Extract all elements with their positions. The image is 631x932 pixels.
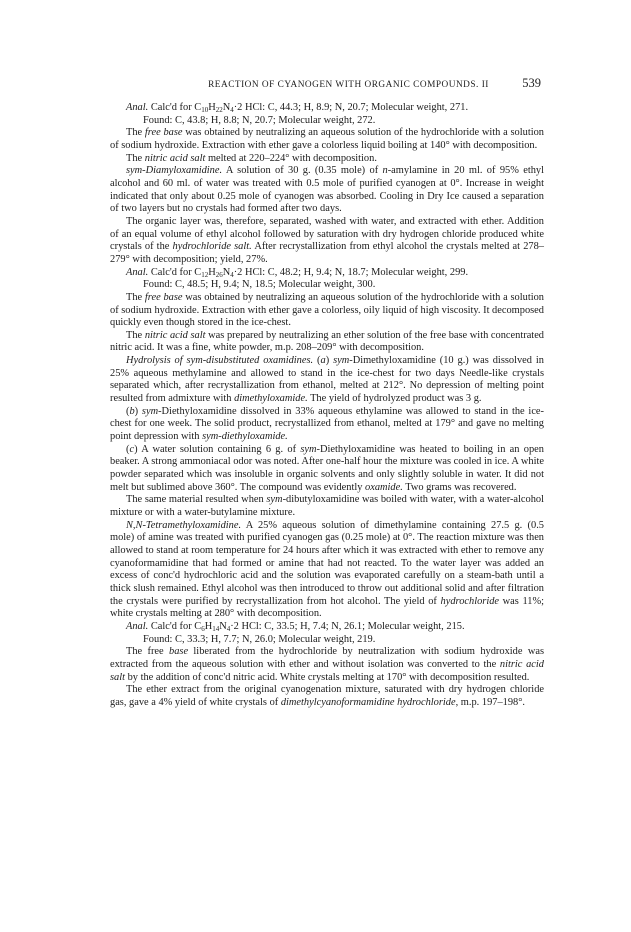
running-title: REACTION OF CYANOGEN WITH ORGANIC COMPOUNDS. II bbox=[208, 80, 489, 90]
paragraph: The free base was obtained by neutralizing an aqueous solution of the hydrochloride with a solution of sodium hydroxide. Extraction with ether gave a colorless, oily liquid of high viscosity. It decomposed quickly even though stored in the ice-chest. bbox=[110, 291, 544, 329]
article-body bbox=[110, 102, 544, 710]
paragraph: The free base liberated from the hydrochloride by neutralization with sodium hydroxide was extracted from the aqueous solution with ether and without isolation was converted to the nitric acid salt by the addition of conc'd nitric acid. White crystals melting at 170° with decomposition resulted. bbox=[110, 646, 545, 683]
paragraph: The organic layer was, therefore, separated, washed with water, and extracted with ether. Addition of an equal volume of ethyl alcohol followed by saturation with dry hydrogen chloride produced white crystals of the hydrochloride salt. After recrystallization from ethyl alcohol the crystals melted at 278–279° with decomposition; yield, 27%. bbox=[110, 215, 544, 265]
paragraph: The nitric acid salt was prepared by neutralizing an ether solution of the free base with concentrated nitric acid. It was a fine, white powder, m.p. 208–209° with decomposition. bbox=[110, 329, 545, 354]
paragraph: The nitric acid salt melted at 220–224° with decomposition. bbox=[126, 152, 377, 164]
page-number: 539 bbox=[522, 76, 541, 90]
analysis-found: Found: C, 48.5; H, 9.4; N, 18.5; Molecular weight, 300. bbox=[143, 279, 376, 291]
analysis-calculated: Anal. Calc'd for $C_{10}H_{22}N_4\cdot 2$ HCl: C, 44.3; H, 8.9; N, 20.7; Molecular weight, 271. bbox=[126, 102, 469, 114]
analysis-calculated: Anal. Calc'd for $C_6H_{14}N_4\cdot 2$ HCl: C, 33.5; H, 7.4; N, 26.1; Molecular weight, 215. bbox=[126, 620, 465, 633]
analysis-found: Found: C, 33.3; H, 7.7; N, 26.0; Molecular weight, 219. bbox=[143, 633, 376, 645]
running-head bbox=[118, 76, 541, 91]
paragraph: (c) A water solution containing 6 g. of sym-Diethyloxamidine was heated to boiling in an open beaker. A strong ammoniacal odor was noted. After one-half hour the mixture was cooled in ice. A white powder separated which was insoluble in organic solvents and only slightly soluble in water. It did not melt but sublimed above 360°. The compound was evidently oxamide. Two grams was recovered. bbox=[110, 443, 544, 493]
paragraph: The free base was obtained by neutralizing an aqueous solution of the hydrochloride with a solution of sodium hydroxide. Extraction with ether gave a colorless liquid boiling at 140° with decomposition. bbox=[110, 127, 544, 151]
paragraph: Hydrolysis of sym-disubstituted oxamidines. (a) sym-Dimethyloxamidine (10 g.) was dissolved in 25% aqueous methylamine and allowed to stand in the ice-chest for two days Needle-like crystals separated which, after recrystallization from ethanol, melted at 212°. No depression of melting point resulted from admixture with dimethyloxamide. The yield of hydrolyzed product was 3 g. bbox=[110, 355, 544, 405]
paragraph: The ether extract from the original cyanogenation mixture, saturated with dry hydrogen chloride gas, gave a 4% yield of white crystals of dimethylcyanoformamidine hydrochloride, m.p. 197–198°. bbox=[110, 684, 544, 708]
paragraph: N,N-Tetramethyloxamidine. A 25% aqueous solution of dimethylamine containing 27.5 g. (0.5 mole) of amine was treated with purified cyanogen gas (0.25 mole) at 0°. The reaction mixture was then allowed to stand at room temperature for 24 hours after which it was extracted with ether to remove any cyanoformamidine that had formed or amine that had not reacted. To the water layer was added an excess of conc'd hydrochloric acid and the solution was evaporated carefully on a steam-bath until a thick slush remained. Ethyl alcohol was then introduced to throw out additional solid and after filtration the crystals were purified by recrystallization from hot alcohol. The yield of hydrochloride was 11%; white crystals melting at 280° with decomposition. bbox=[110, 519, 544, 620]
analysis-found: Found: C, 43.8; H, 8.8; N, 20.7; Molecular weight, 272. bbox=[143, 114, 376, 126]
analysis-calculated: Anal. Calc'd for $C_{12}H_{26}N_4\cdot 2$ HCl: C, 48.2; H, 9.4; N, 18.7; Molecular weight, 299. bbox=[126, 266, 469, 279]
paragraph: The same material resulted when sym-dibutyloxamidine was boiled with water, with a water-alcohol mixture or with a water-butylamine mixture. bbox=[110, 494, 544, 518]
paragraph: (b) sym-Diethyloxamidine dissolved in 33% aqueous ethylamine was allowed to stand in the ice-chest for one week. The solid product, recrystallized from ethanol, melted at 179° and gave no melting point depression with sym-diethyloxamide. bbox=[110, 405, 544, 443]
paragraph: sym-Diamyloxamidine. A solution of 30 g. (0.35 mole) of n-amylamine in 20 ml. of 95% ethyl alcohol and 60 ml. of water was treated with 0.5 mole of purified cyanogen at 0°. Increase in weight indicated that only about 0.25 mole of cyanogen was absorbed. Cooling in Dry Ice caused a separation of two layers but no crystals had formed after two days. bbox=[110, 165, 544, 215]
